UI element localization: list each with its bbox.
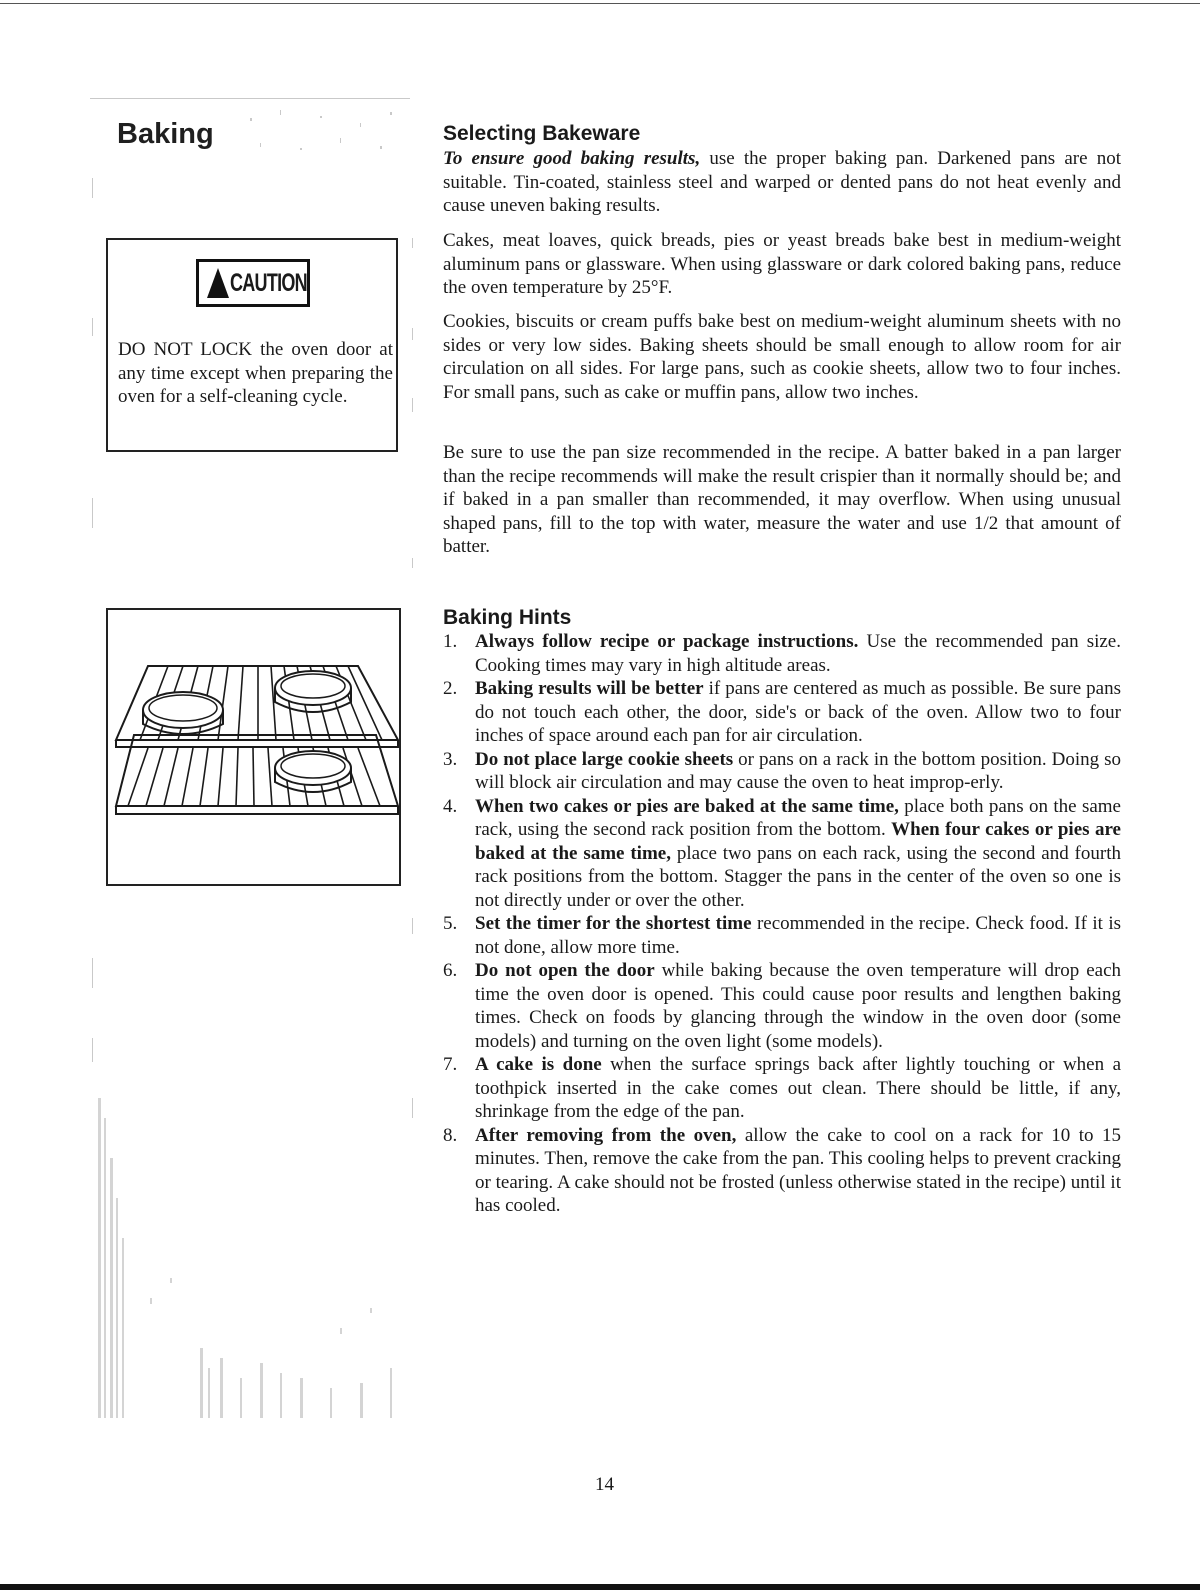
hint-item <box>443 959 1121 1053</box>
left-column <box>0 0 430 1590</box>
page-number: 14 <box>595 1474 614 1495</box>
hint-number: 8. <box>443 1124 458 1146</box>
hint-item <box>443 912 1121 959</box>
hint-bold: Always follow recipe or package instructions. <box>475 631 859 652</box>
hint-item <box>443 748 1121 795</box>
hint-text: while baking because the oven temperature will drop each time the oven door is opened. This could cause poor results and lengthen baking times. Check on foods by glancing through the window in the oven door (some models) and turning on the oven light (some models). <box>475 960 1121 1052</box>
hint-text: recommended in the recipe. Check food. If it is not done, allow more time. <box>475 913 1121 958</box>
hint-number: 4. <box>443 795 458 817</box>
hint-number: 5. <box>443 913 458 934</box>
selecting-bakeware-heading: Selecting Bakeware <box>443 122 641 145</box>
hint-number: 2. <box>443 678 458 699</box>
bakeware-lead: To ensure good baking results, <box>443 148 701 169</box>
hint-bold: When two cakes or pies are baked at the same time, <box>475 795 899 817</box>
bottom-rule <box>0 1584 1200 1590</box>
oven-racks-with-pans-image <box>108 610 403 888</box>
caution-text: DO NOT LOCK the oven door at any time except when preparing the oven for a self-cleaning cycle. <box>118 339 393 407</box>
hint-bold: Baking results will be better <box>475 678 704 699</box>
bakeware-paragraph-2: Cakes, meat loaves, quick breads, pies or yeast breads bake best in medium-weight aluminum pans or glassware. When using glassware or dark colored baking pans, reduce the oven temperature by 25°F. <box>443 230 1121 298</box>
section-title: Baking <box>117 118 214 150</box>
hint-bold: Do not place large cookie sheets <box>475 748 734 770</box>
hint-text: Use the recommended pan size. Cooking times may vary in high altitude areas. <box>475 631 1121 676</box>
hint-bold: Do not open the door <box>475 960 655 981</box>
rack-illustration <box>106 608 401 886</box>
caution-box <box>106 238 398 452</box>
hint-number: 3. <box>443 748 458 770</box>
hint-bold: A cake is done <box>475 1054 602 1075</box>
hint-bold-2: When four cakes or pies are baked at the same time, <box>475 819 1121 864</box>
hint-item <box>443 1124 1121 1218</box>
hint-text-2: place two pans on each rack, using the second and fourth rack positions from the bottom. Stagger the pans in the center of the oven so one is not directly under or over the other. <box>475 842 1121 911</box>
hint-text: when the surface springs back after lightly touching or when a toothpick inserted in the cake comes out clean. There should be little, if any, shrinkage from the edge of the pan. <box>475 1054 1121 1122</box>
caution-badge <box>196 259 310 307</box>
hint-text: if pans are centered as much as possible. Be sure pans do not touch each other, the door, side's or back of the oven. Allow two to four inches of space around each pan for air circulation. <box>475 678 1121 746</box>
bakeware-paragraph-1 <box>443 147 1121 218</box>
hint-item <box>443 795 1121 913</box>
hint-number: 7. <box>443 1054 458 1075</box>
hint-bold: After removing from the oven, <box>475 1124 737 1146</box>
baking-hints-heading: Baking Hints <box>443 606 572 629</box>
hint-item <box>443 1053 1121 1124</box>
bakeware-paragraph-3: Cookies, biscuits or cream puffs bake best on medium-weight aluminum sheets with no sides or very low sides. Baking sheets should be small enough to allow room for air circulation on all sides. For large pans, such as cookie sheets, allow two to four inches. For small pans, such as cake or muffin pans, allow two inches. <box>443 311 1121 403</box>
caution-badge-text: CAUTION <box>229 268 307 297</box>
warning-triangle-icon <box>207 268 229 298</box>
hint-number: 1. <box>443 631 458 652</box>
hint-item <box>443 677 1121 748</box>
hint-text: or pans on a rack in the bottom position. Doing so will block air circulation and may cause the oven to heat improp-erly. <box>475 748 1122 793</box>
hint-number: 6. <box>443 960 458 981</box>
bakeware-paragraph-1-text: use the proper baking pan. Darkened pans are not suitable. Tin-coated, stainless steel and warped or dented pans do not heat evenly and cause uneven baking results. <box>443 148 1121 216</box>
hint-item <box>443 630 1121 677</box>
bakeware-paragraph-4: Be sure to use the pan size recommended in the recipe. A batter baked in a pan larger than the recipe recommends will make the result crispier than it normally should be; and if baked in a pan smaller than recommended, it may overflow. When using unusual shaped pans, fill to the top with water, measure the water and use 1/2 that amount of batter. <box>443 442 1121 557</box>
hint-text: allow the cake to cool on a rack for 10 to 15 minutes. Then, remove the cake from the pan. This cooling helps to prevent cracking or tearing. A cake should not be frosted (unless otherwise stated in the recipe) until it has cooled. <box>475 1124 1121 1216</box>
hint-bold: Set the timer for the shortest time <box>475 913 752 934</box>
baking-hints-list <box>443 630 1121 1218</box>
hint-text: place both pans on the same rack, using the second rack position from the bottom. <box>475 795 1121 840</box>
